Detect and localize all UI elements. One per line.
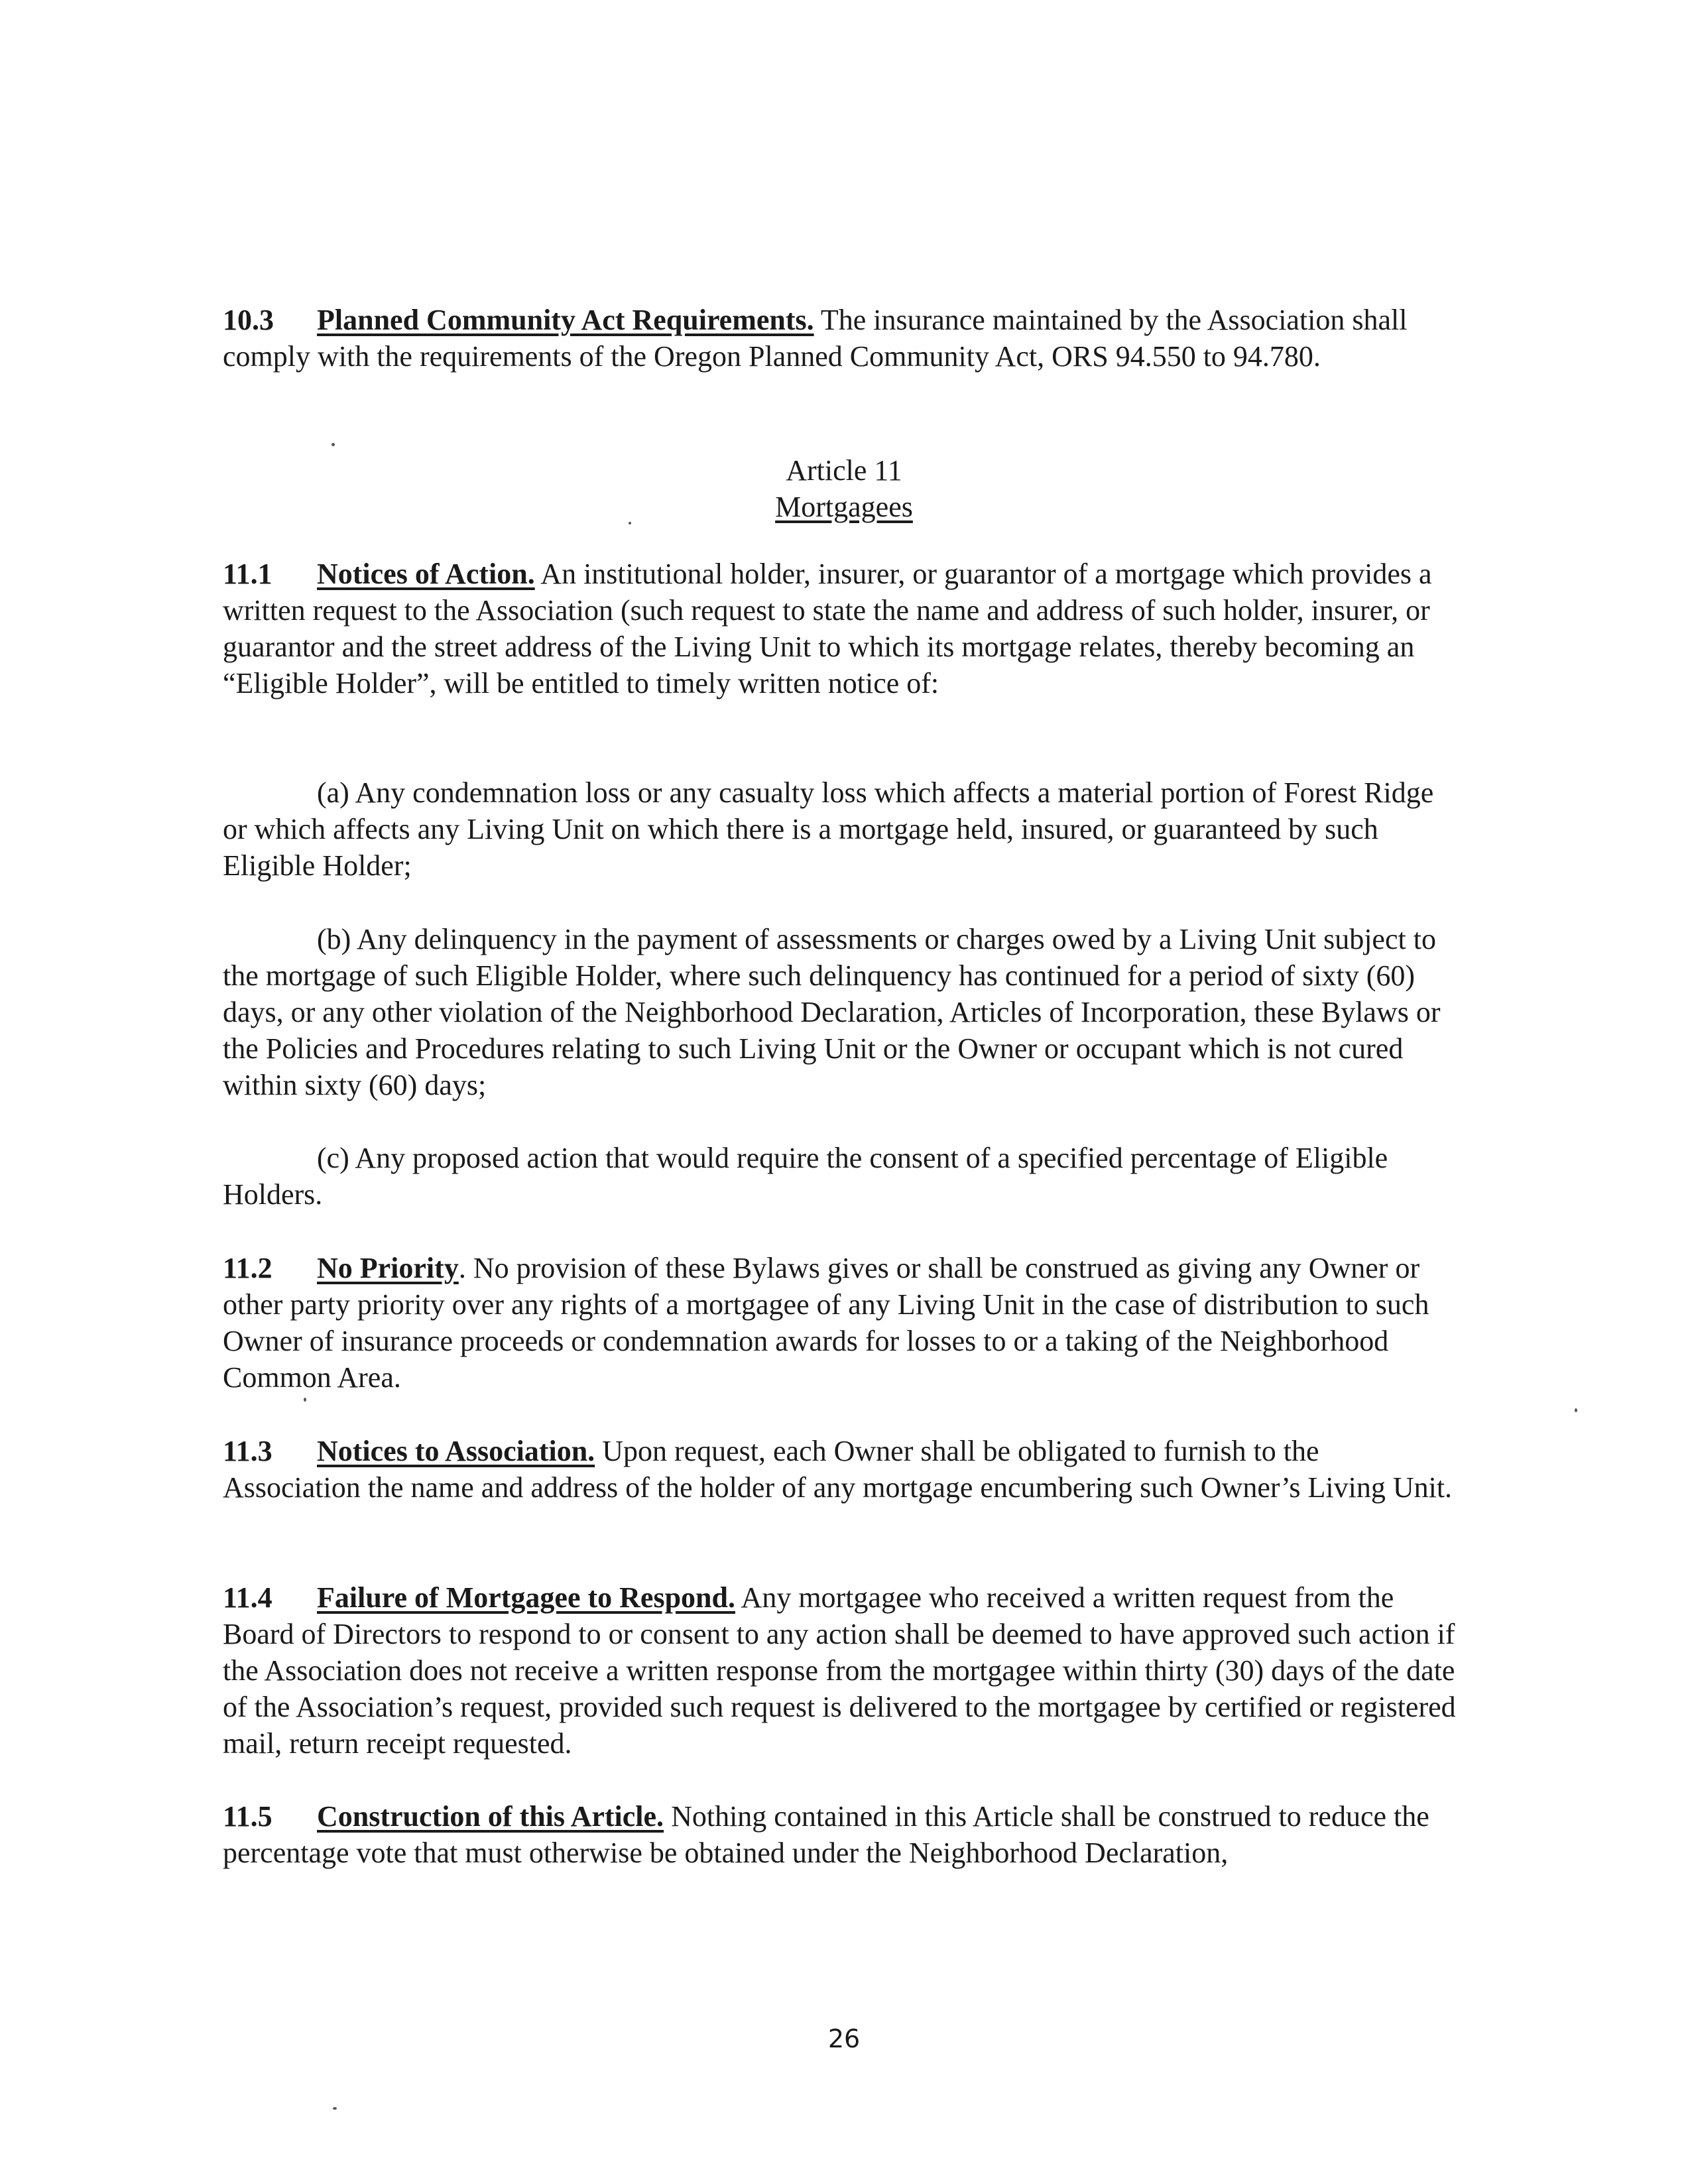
section-text: Nothing contained in this Article shall be construed to reduce the percentage vote that must otherwise be obtained under the Neighborhood Declaration,: [223, 1800, 1429, 1869]
section-heading: Notices of Action.: [317, 558, 535, 590]
section-number: 11.5: [223, 1800, 272, 1833]
section-11-3: [223, 1433, 1456, 1506]
section-text: The insurance maintained by the Association shall comply with the requirements of the Oregon Planned Community Act, ORS 94.550 to 94.780.: [223, 304, 1408, 373]
article-subtitle-text: Mortgagees: [775, 491, 913, 523]
section-number: 11.4: [223, 1581, 272, 1614]
scan-speck: [1575, 1408, 1577, 1412]
section-11-1: [223, 556, 1456, 701]
list-item-b: (b) Any delinquency in the payment of assessments or charges owed by a Living Unit subject to the mortgage of such Eligible Holder, where such delinquency has continued for a period of sixty (60) days, or any other violation of the Neighborhood Declaration, Articles of Incorporation, these Bylaws or the Policies and Procedures relating to such Living Unit or the Owner or occupant which is not cured within sixty (60) days;: [223, 923, 1441, 1101]
section-11-2: [223, 1250, 1456, 1396]
section-number: 10.3: [223, 304, 274, 336]
list-item-c: (c) Any proposed action that would require the consent of a specified percentage of Eligible Holders.: [223, 1142, 1388, 1211]
section-10-3: [223, 302, 1456, 375]
page-number: 26: [827, 2024, 861, 2053]
section-text: Upon request, each Owner shall be obligated to furnish to the Association the name and address of the holder of any mortgage encumbering such Owner’s Living Unit.: [223, 1435, 1453, 1504]
article-subtitle: [0, 489, 1688, 525]
scan-speck: [332, 443, 335, 446]
scan-speck: [333, 2107, 337, 2110]
section-number: 11.2: [223, 1252, 272, 1284]
section-text: Any mortgagee who received a written request from the Board of Directors to respond to or consent to any action shall be deemed to have approved such action if the Association does not receive a written response from the mortgagee within thirty (30) days of the date of the Association’s request, provided such request is delivered to the mortgagee by certified or registered mail, return receipt requested.: [223, 1581, 1456, 1760]
section-text: An institutional holder, insurer, or guarantor of a mortgage which provides a written request to the Association (such request to state the name and address of such holder, insurer, or guarantor and the street address of the Living Unit to which its mortgage relates, thereby becoming an “Eligible Holder”, will be entitled to timely written notice of:: [223, 558, 1432, 699]
section-heading: Failure of Mortgagee to Respond.: [317, 1581, 735, 1614]
section-number: 11.1: [223, 558, 272, 590]
section-heading: Construction of this Article.: [317, 1800, 664, 1833]
article-title: Article 11: [786, 454, 902, 487]
section-11-5: [223, 1798, 1456, 1871]
list-item-a: (a) Any condemnation loss or any casualty loss which affects a material portion of Forest Ridge or which affects any Living Unit on which there is a mortgage held, insured, or guaranteed by such Eligible Holder;: [223, 776, 1434, 882]
section-number: 11.3: [223, 1435, 272, 1467]
section-heading: Notices to Association.: [317, 1435, 595, 1467]
scan-speck: [304, 1398, 306, 1402]
scan-speck: [629, 522, 631, 524]
section-text: . No provision of these Bylaws gives or shall be construed as giving any Owner or other party priority over any rights of a mortgagee of any Living Unit in the case of distribution to such Owner of insurance proceeds or condemnation awards for losses to or a taking of the Neighborhood Common Area.: [223, 1252, 1429, 1394]
section-heading: No Priority: [317, 1252, 459, 1284]
section-heading: Planned Community Act Requirements.: [317, 304, 814, 336]
section-11-4: [223, 1579, 1456, 1762]
